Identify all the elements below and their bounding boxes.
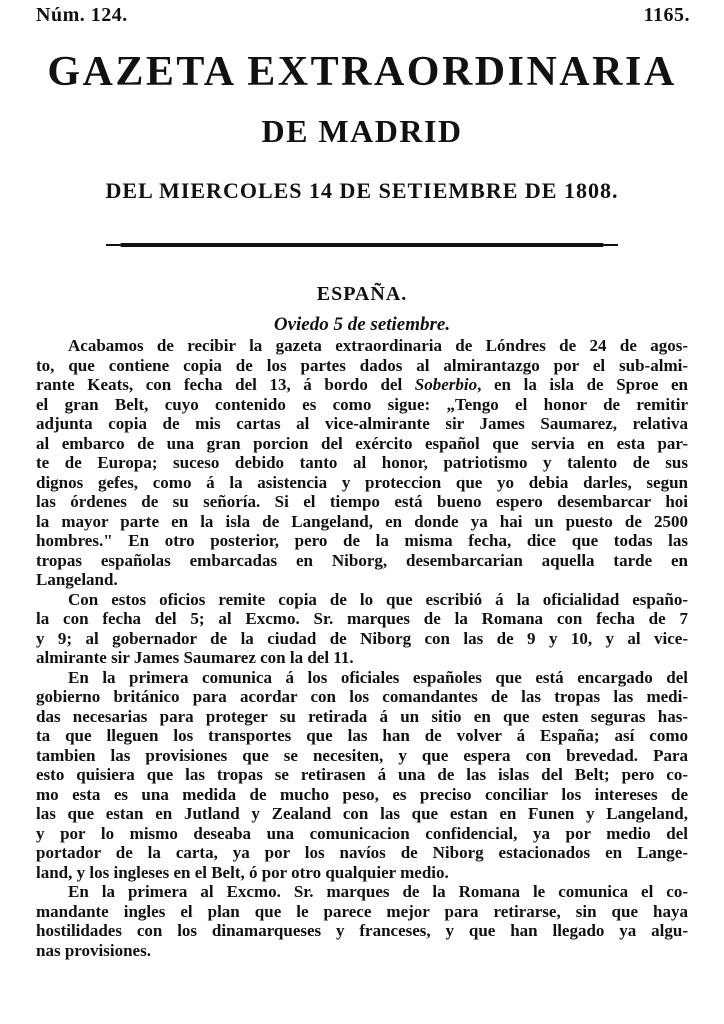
article-paragraph <box>36 590 688 668</box>
text-line: y 9; al gobernador de la ciudad de Niborg con las de 9 y 10, y al vice- <box>36 628 688 648</box>
text-line: Langeland. <box>36 570 118 589</box>
text-line: En la primera comunica á los oficiales españoles que está encargado del <box>68 667 688 687</box>
text-line: te de Europa; suceso debido tanto al honor, patriotismo y talento de sus <box>36 453 688 472</box>
masthead-rule <box>120 243 604 247</box>
text-line: adjunta copia de mis cartas al vice-almirante sir James Saumarez, relativa <box>36 414 688 433</box>
text-line: nas provisiones. <box>36 940 151 960</box>
section-heading: ESPAÑA. <box>316 283 408 305</box>
text-line: la con fecha del 5; al Excmo. Sr. marques de la Romana con fecha de 7 <box>36 609 688 628</box>
dateline: DEL MIERCOLES 14 DE SETIEMBRE DE 1808. <box>105 178 619 203</box>
text-line: las órdenes de su señoría. Si el tiempo está bueno espero desembarcar hoi <box>36 492 688 511</box>
masthead-title: GAZETA EXTRAORDINARIA <box>47 49 677 95</box>
text-line: almirante sir James Saumarez con la del 11. <box>36 648 354 667</box>
text-line: el gran Belt, cuyo contenido es como sigue: „Tengo el honor de remitir <box>36 394 688 414</box>
text-line: las que estan en Jutland y Zealand con las que estan en Funen y Langeland, <box>36 804 688 823</box>
text-line: esto quisiera que las tropas se retirasen á una de las islas del Belt; pero co- <box>36 765 688 784</box>
text-line: tambien las provisiones que se necesiten, y que espera con brevedad. Para <box>36 745 688 765</box>
masthead-subtitle: DE MADRID <box>261 113 463 149</box>
place-date: Oviedo 5 de setiembre. <box>273 314 451 335</box>
text-line: y por lo mismo deseaba una comunicacion confidencial, ya por medio del <box>36 823 688 843</box>
text-line: la mayor parte en la isla de Langeland, en donde ya hai un puesto de 2500 <box>36 511 688 531</box>
text-line: Acabamos de recibir la gazeta extraordinaria de Lóndres de 24 de agos- <box>68 336 688 355</box>
article-paragraph <box>36 668 688 883</box>
issue-number: Núm. 124. <box>36 4 128 26</box>
text-line: rante Keats, con fecha del 13, á bordo del Soberbio, en la isla de Sproe en <box>36 375 688 394</box>
text-line: hombres." En otro posterior, pero de la misma fecha, dice que todas las <box>36 531 688 550</box>
article-paragraph <box>36 882 688 960</box>
page-number: 1165. <box>643 4 690 26</box>
text-line: mandante ingles el plan que le parece mejor para retirarse, sin que haya <box>36 901 688 921</box>
text-line: to, que contiene copia de los partes dados al almirantazgo por el sub-almi- <box>36 355 688 375</box>
text-line: tropas españolas embarcadas en Niborg, desembarcarian aquella tarde en <box>36 550 688 570</box>
text-line: gobierno británico para acordar con los comandantes de las tropas las medi- <box>36 687 688 706</box>
text-line: al embarco de una gran porcion del exército español que servia en esta par- <box>36 433 688 453</box>
article-body <box>36 336 688 960</box>
text-line: Con estos oficios remite copia de lo que escribió á la oficialidad españo- <box>68 589 688 609</box>
text-line: hostilidades con los dinamarqueses y franceses, y que han llegado ya algu- <box>36 921 688 940</box>
text-line: land, y los ingleses en el Belt, ó por otro qualquier medio. <box>36 862 449 882</box>
text-line: das necesarias para proteger su retirada á un sitio en que esten seguras has- <box>36 706 688 726</box>
text-line: mo esta es una medida de mucho peso, es preciso conciliar los intereses de <box>36 784 688 804</box>
text-line: En la primera al Excmo. Sr. marques de la Romana le comunica el co- <box>68 882 688 901</box>
text-line: dignos gefes, como á la asistencia y proteccion que yo debia darles, segun <box>36 472 688 492</box>
article-paragraph <box>36 336 688 590</box>
text-line: ta que lleguen los transportes que las han de volver á España; así como <box>36 726 688 745</box>
text-line: portador de la carta, ya por los navíos de Niborg estacionados en Lange- <box>36 843 688 862</box>
